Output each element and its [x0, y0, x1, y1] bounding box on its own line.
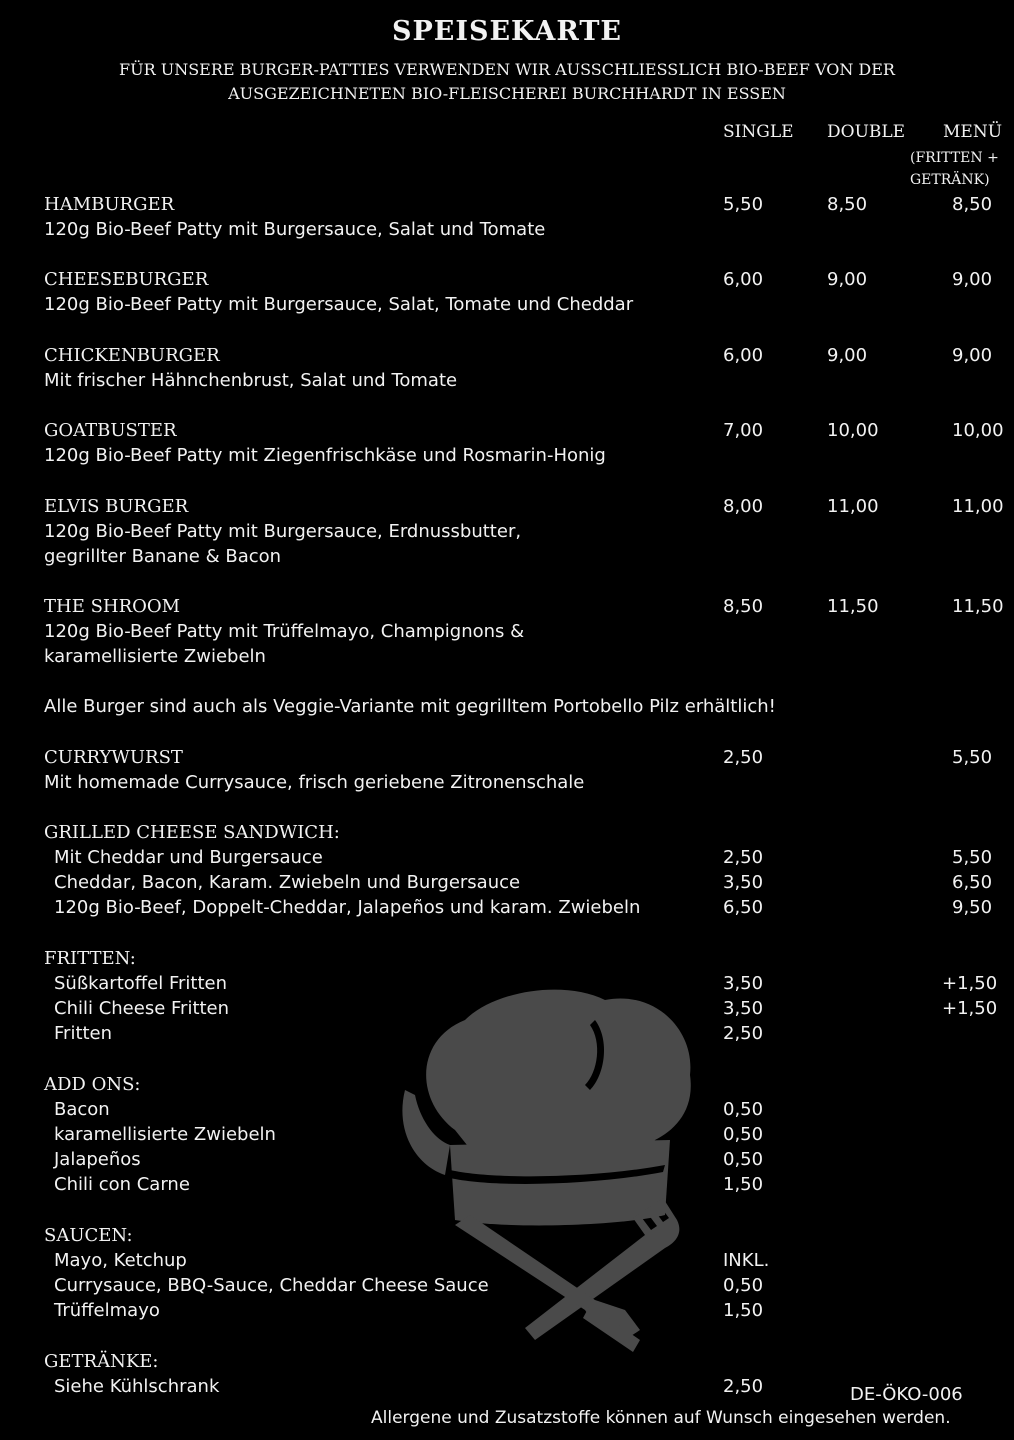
price-menu: 8,50: [952, 194, 993, 215]
price-menu: 10,00: [952, 420, 1004, 441]
list-item: Mayo, Ketchup: [54, 1250, 187, 1271]
item-description: 120g Bio-Beef Patty mit Ziegenfrischkäse und Rosmarin-Honig: [44, 445, 606, 466]
list-item: Mit Cheddar und Burgersauce: [54, 847, 323, 868]
price-menu: +1,50: [942, 998, 998, 1019]
price-single: 3,50: [723, 872, 764, 893]
column-single: SINGLE: [723, 122, 794, 142]
column-menu: MENÜ: [943, 122, 1003, 142]
page-title: SPEISEKARTE: [391, 16, 623, 47]
item-name: GOATBUSTER: [44, 420, 177, 441]
allergen-note: Allergene und Zusatzstoffe können auf Wunsch eingesehen werden.: [371, 1408, 951, 1428]
item-description: 120g Bio-Beef Patty mit Burgersauce, Salat und Tomate: [44, 219, 546, 240]
price-single: 2,50: [723, 747, 764, 768]
price-single: 0,50: [723, 1149, 764, 1170]
price-single: 0,50: [723, 1124, 764, 1145]
item-name: CURRYWURST: [44, 747, 183, 768]
price-menu: 11,50: [952, 596, 1004, 617]
section-heading: FRITTEN:: [44, 948, 136, 969]
item-name: HAMBURGER: [44, 194, 175, 215]
item-name: CHICKENBURGER: [44, 345, 220, 366]
item-description: Mit frischer Hähnchenbrust, Salat und Tomate: [44, 370, 458, 391]
item-name: ELVIS BURGER: [44, 496, 189, 517]
list-item: Süßkartoffel Fritten: [54, 973, 228, 994]
price-single: 0,50: [723, 1275, 764, 1296]
list-item: Trüffelmayo: [54, 1300, 160, 1321]
section-heading: GETRÄNKE:: [44, 1351, 159, 1372]
price-single: 6,00: [723, 269, 764, 290]
price-single: 3,50: [723, 973, 764, 994]
section-heading: GRILLED CHEESE SANDWICH:: [44, 822, 340, 843]
price-menu: +1,50: [942, 973, 998, 994]
price-double: 11,50: [827, 596, 879, 617]
item-name: THE SHROOM: [44, 596, 181, 617]
item-name: CHEESEBURGER: [44, 269, 209, 290]
list-item: Chili con Carne: [54, 1174, 190, 1195]
list-item: 120g Bio-Beef, Doppelt-Cheddar, Jalapeños und karam. Zwiebeln: [54, 897, 641, 918]
price-single: 6,00: [723, 345, 764, 366]
list-item: Bacon: [54, 1099, 110, 1120]
item-description: Mit homemade Currysauce, frisch geriebene Zitronenschale: [44, 772, 585, 793]
price-single: 6,50: [723, 897, 764, 918]
list-item: Jalapeños: [54, 1149, 141, 1170]
price-double: 11,00: [827, 496, 879, 517]
price-single: 3,50: [723, 998, 764, 1019]
price-single: 7,00: [723, 420, 764, 441]
price-single: 1,50: [723, 1174, 764, 1195]
list-item: Chili Cheese Fritten: [54, 998, 230, 1019]
column-double: DOUBLE: [827, 122, 906, 142]
veggie-note: Alle Burger sind auch als Veggie-Variante mit gegrilltem Portobello Pilz erhältlich!: [44, 696, 776, 717]
price-double: 9,00: [827, 269, 868, 290]
price-menu: 9,50: [952, 897, 993, 918]
list-item: Cheddar, Bacon, Karam. Zwiebeln und Burgersauce: [54, 872, 521, 893]
price-menu: 5,50: [952, 847, 993, 868]
list-item: Currysauce, BBQ-Sauce, Cheddar Cheese Sauce: [54, 1275, 489, 1296]
item-description: karamellisierte Zwiebeln: [44, 646, 266, 667]
item-description: 120g Bio-Beef Patty mit Trüffelmayo, Champignons &: [44, 621, 525, 642]
section-heading: SAUCEN:: [44, 1225, 133, 1246]
price-single: 8,50: [723, 596, 764, 617]
price-single: 2,50: [723, 1023, 764, 1044]
intro-line-1: FÜR UNSERE BURGER-PATTIES VERWENDEN WIR AUSSCHLIESSLICH BIO-BEEF VON DER: [119, 60, 895, 79]
list-item: Fritten: [54, 1023, 113, 1044]
price-menu: 9,00: [952, 269, 993, 290]
price-single: 2,50: [723, 847, 764, 868]
price-single: 0,50: [723, 1099, 764, 1120]
price-single: 1,50: [723, 1300, 764, 1321]
price-double: 10,00: [827, 420, 879, 441]
item-description: 120g Bio-Beef Patty mit Burgersauce, Erdnussbutter,: [44, 521, 522, 542]
price-single: 2,50: [723, 1376, 764, 1397]
item-description: 120g Bio-Beef Patty mit Burgersauce, Salat, Tomate und Cheddar: [44, 294, 634, 315]
price-menu: 9,00: [952, 345, 993, 366]
price-menu: 5,50: [952, 747, 993, 768]
column-menu-note: (FRITTEN +: [910, 150, 999, 166]
price-menu: 11,00: [952, 496, 1004, 517]
column-menu-note: GETRÄNK): [910, 172, 990, 188]
list-item: Siehe Kühlschrank: [54, 1376, 220, 1397]
eco-code: DE-ÖKO-006: [850, 1384, 963, 1405]
list-item: karamellisierte Zwiebeln: [54, 1124, 276, 1145]
item-description: gegrillter Banane & Bacon: [44, 546, 282, 567]
chef-hat-cutlery-icon: [395, 980, 715, 1380]
intro-line-2: AUSGEZEICHNETEN BIO-FLEISCHEREI BURCHHARDT IN ESSEN: [228, 84, 786, 103]
price-single: 5,50: [723, 194, 764, 215]
section-heading: ADD ONS:: [44, 1074, 141, 1095]
price-double: 8,50: [827, 194, 868, 215]
price-double: 9,00: [827, 345, 868, 366]
price-single: 8,00: [723, 496, 764, 517]
price-single: INKL.: [723, 1250, 770, 1271]
price-menu: 6,50: [952, 872, 993, 893]
